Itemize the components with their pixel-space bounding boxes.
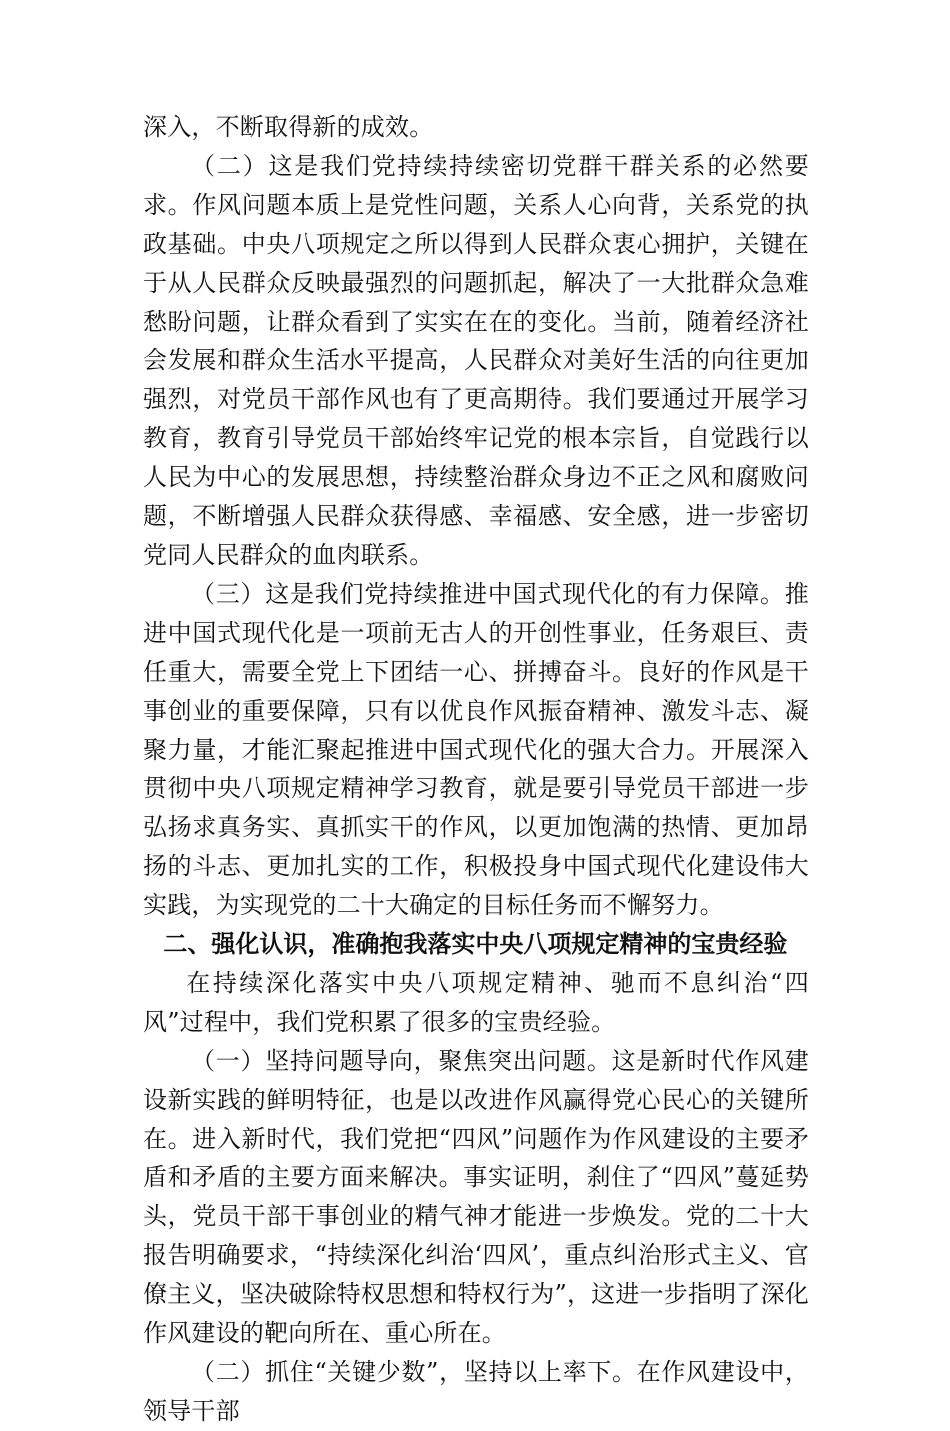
section-heading-2: 二、强化认识，准确抱我落实中央八项规定精神的宝贵经验 xyxy=(163,930,788,959)
paragraph-section-2-1: （一）坚持问题导向，聚焦突出问题。这是新时代作风建设新实践的鲜明特征，也是以改进作风赢得党心民心的关键所在。进入新时代，我们党把“四风”问题作为作风建设的主要矛盾和矛盾的主要方面来解决。事实证明，刹住了“四风”蔓延势头，党员干部干事创业的精气神才能进一步焕发。党的二十大报告明确要求，“持续深化纠治‘四风’，重点纠治形式主义、官僚主义，坚决破除特权思想和特权行为”，这进一步指明了深化作风建设的靶向所在、重心所在。 xyxy=(143,1046,809,1348)
document-body xyxy=(143,108,809,1431)
paragraph-section-1-3: （三）这是我们党持续推进中国式现代化的有力保障。推进中国式现代化是一项前无古人的开创性事业，任务艰巨、责任重大，需要全党上下团结一心、拼搏奋斗。良好的作风是干事创业的重要保障，只有以优良作风振奋精神、激发斗志、凝聚力量，才能汇聚起推进中国式现代化的强大合力。开展深入贯彻中央八项规定精神学习教育，就是要引导党员干部进一步弘扬求真务实、真抓实干的作风，以更加饱满的热情、更加昂扬的斗志、更加扎实的工作，积极投身中国式现代化建设伟大实践，为实现党的二十大确定的目标任务而不懈努力。 xyxy=(143,579,809,920)
paragraph-section-2-2: （二）抓住“关键少数”，坚持以上率下。在作风建设中，领导干部 xyxy=(143,1358,809,1425)
paragraph-section-1-2: （二）这是我们党持续持续密切党群干群关系的必然要求。作风问题本质上是党性问题，关系人心向背，关系党的执政基础。中央八项规定之所以得到人民群众衷心拥护，关键在于从人民群众反映最强烈的问题抓起，解决了一大批群众急难愁盼问题，让群众看到了实实在在的变化。当前，随着经济社会发展和群众生活水平提高，人民群众对美好生活的向往更加强烈，对党员干部作风也有了更高期待。我们要通过开展学习教育，教育引导党员干部始终牢记党的根本宗旨，自觉践行以人民为中心的发展思想，持续整治群众身边不正之风和腐败问题，不断增强人民群众获得感、幸福感、安全感，进一步密切党同人民群众的血肉联系。 xyxy=(143,151,809,569)
paragraph-section-2-intro: 在持续深化落实中央八项规定精神、驰而不息纠治“四风”过程中，我们党积累了很多的宝贵经验。 xyxy=(143,968,809,1036)
paragraph-continuation: 深入，不断取得新的成效。 xyxy=(143,113,434,141)
